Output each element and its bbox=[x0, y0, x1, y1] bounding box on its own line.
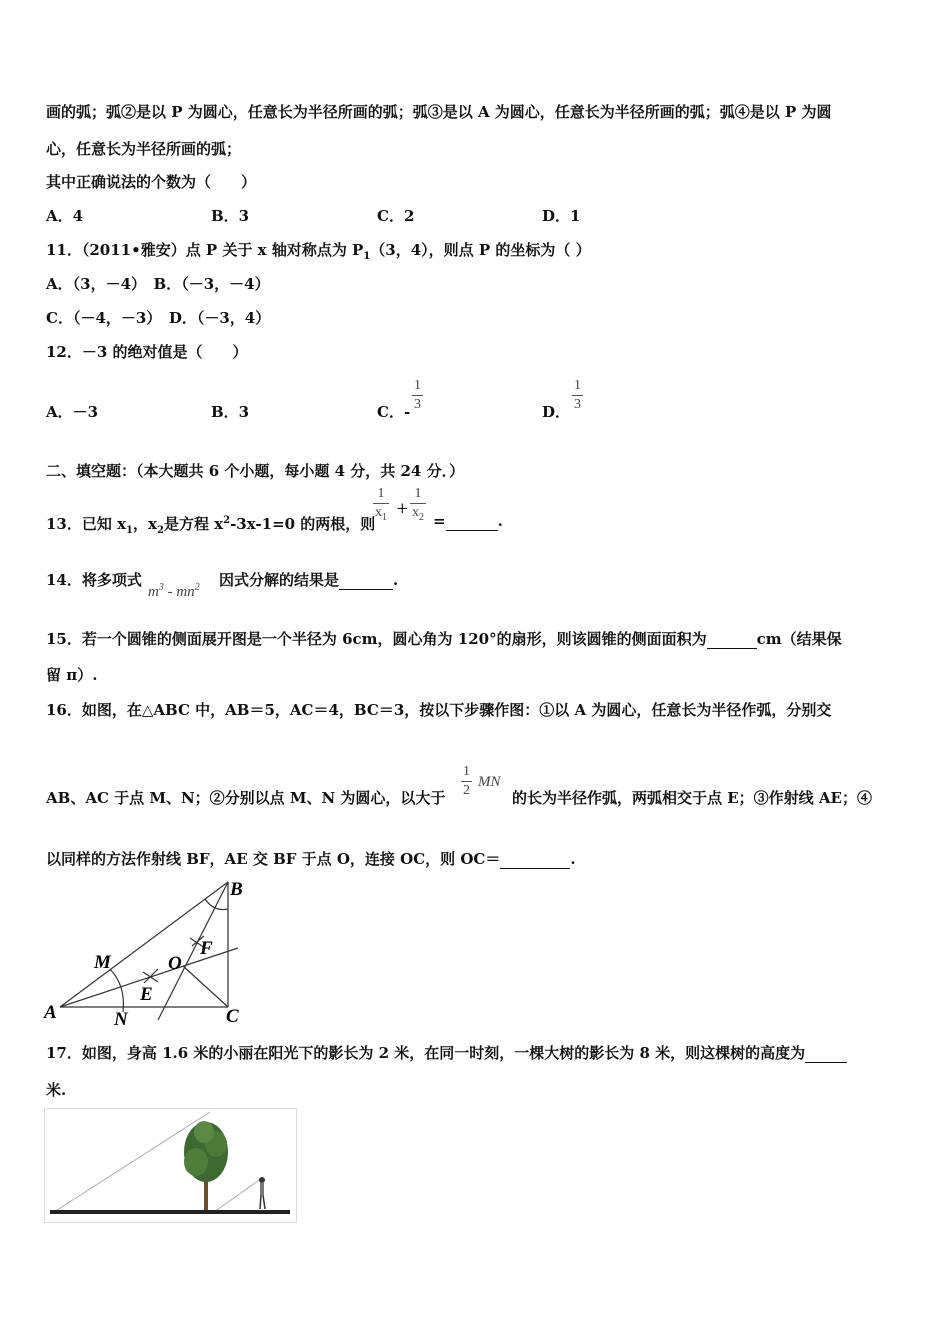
q12-option-a: A．－3 bbox=[46, 403, 99, 421]
label-n: N bbox=[114, 1009, 128, 1026]
tree-icon bbox=[184, 1121, 228, 1212]
q10-option-d: D．1 bbox=[542, 207, 581, 225]
q10-text-line-2: 心，任意长为半径所画的弧； bbox=[46, 140, 242, 158]
ray-bf bbox=[158, 882, 228, 1020]
label-f: F bbox=[200, 938, 213, 959]
q15-blank[interactable] bbox=[707, 634, 757, 649]
arc-mn bbox=[110, 969, 123, 1012]
q12-option-c: C．- bbox=[377, 403, 411, 421]
person-icon bbox=[259, 1177, 265, 1209]
q16-question-line-2a: AB、AC 于点 M、N；②分别以点 M、N 为圆心，以大于 bbox=[46, 789, 446, 807]
q11-options-row-2: C．（－4，－3） D．（－3，4） bbox=[46, 309, 271, 327]
q10-option-a: A．4 bbox=[46, 207, 84, 225]
q12-option-d: D． bbox=[542, 403, 571, 421]
label-e: E bbox=[140, 984, 153, 1005]
label-o: O bbox=[168, 953, 182, 974]
q17-question-line-1: 17．如图，身高 1.6 米的小丽在阳光下的影长为 2 米，在同一时刻，一棵大树的影长为 8 米，则这棵树的高度为 bbox=[46, 1043, 847, 1063]
q16-question-line-3: 以同样的方法作射线 BF，AE 交 BF 于点 O，连接 OC，则 OC＝ . bbox=[46, 850, 576, 868]
q14-prefix: 14．将多项式 bbox=[46, 571, 142, 589]
label-c: C bbox=[226, 1006, 239, 1026]
q13-fraction-2: 1 $x_2$ bbox=[412, 486, 424, 523]
q13-plus: + bbox=[396, 499, 409, 517]
q12-option-d-fraction: 1 3 bbox=[574, 378, 581, 412]
q17-blank[interactable] bbox=[805, 1048, 847, 1063]
q16-fraction: 1 2 bbox=[463, 764, 470, 798]
q11-options-row-1: A．（3，－4） B．（－3，－4） bbox=[46, 275, 270, 293]
q14-suffix: 因式分解的结果是 . bbox=[219, 571, 399, 589]
q10-text-line-1: 画的弧；弧②是以 P 为圆心，任意长为半径所画的弧；弧③是以 A 为圆心，任意长为半径所画的弧；弧④是以 P 为圆 bbox=[46, 103, 832, 121]
figure-frame bbox=[45, 1109, 297, 1223]
q12-question: 12．－3 的绝对值是（ ） bbox=[46, 343, 248, 361]
q12-option-b: B．3 bbox=[211, 403, 250, 421]
q16-mn: MN bbox=[478, 774, 501, 790]
q17-question-line-2: 米. bbox=[46, 1081, 67, 1099]
label-b: B bbox=[230, 879, 243, 900]
q15-question-line-1: 15．若一个圆锥的侧面展开图是一个半径为 6cm，圆心角为 120°的扇形，则该圆锥的侧面面积为 cm（结果保 bbox=[46, 630, 842, 648]
segment-oc bbox=[183, 966, 228, 1007]
person-sun-ray bbox=[214, 1178, 262, 1212]
q12-option-c-fraction: 1 3 bbox=[414, 378, 421, 412]
q16-question-line-2b: 的长为半径作弧，两弧相交于点 E；③作射线 AE；④ bbox=[512, 789, 872, 807]
q13-question: 13．已知 $x_1$，$x_2$是方程 $x^2-3x-1=0$ 的两根，则 bbox=[46, 515, 376, 536]
q10-option-b: B．3 bbox=[211, 207, 250, 225]
q16-triangle-figure bbox=[40, 876, 260, 1026]
q16-blank[interactable] bbox=[500, 854, 570, 869]
q15-question-line-2: 留 π）. bbox=[46, 666, 98, 684]
q13-fraction-1: 1 $x_1$ bbox=[375, 486, 387, 523]
q11-question: 11．（2011•雅安）点 P 关于 x 轴对称点为 $P_1(3$，4），则点 P 的坐标为（ ） bbox=[46, 241, 591, 262]
q10-option-c: C．2 bbox=[377, 207, 415, 225]
q10-question: 其中正确说法的个数为（ ） bbox=[46, 173, 257, 191]
arc-e-2 bbox=[143, 972, 158, 982]
label-m: M bbox=[94, 952, 111, 973]
q13-blank[interactable] bbox=[446, 516, 498, 531]
label-a: A bbox=[44, 1002, 57, 1023]
q13-answer: = . bbox=[433, 512, 503, 530]
q16-question-line-1: 16．如图，在△ABC 中，AB＝5，AC＝4，BC＝3，按以下步骤作图：①以 A 为圆心，任意长为半径作弧，分别交 bbox=[46, 701, 832, 719]
q14-polynomial: $m^3 - mn^2$ bbox=[148, 582, 200, 600]
ground-line bbox=[50, 1210, 290, 1214]
section-2-heading: 二、填空题：（本大题共 6 个小题，每小题 4 分，共 24 分．） bbox=[46, 462, 465, 480]
q17-tree-shadow-figure bbox=[44, 1108, 298, 1224]
q14-blank[interactable] bbox=[339, 575, 393, 590]
